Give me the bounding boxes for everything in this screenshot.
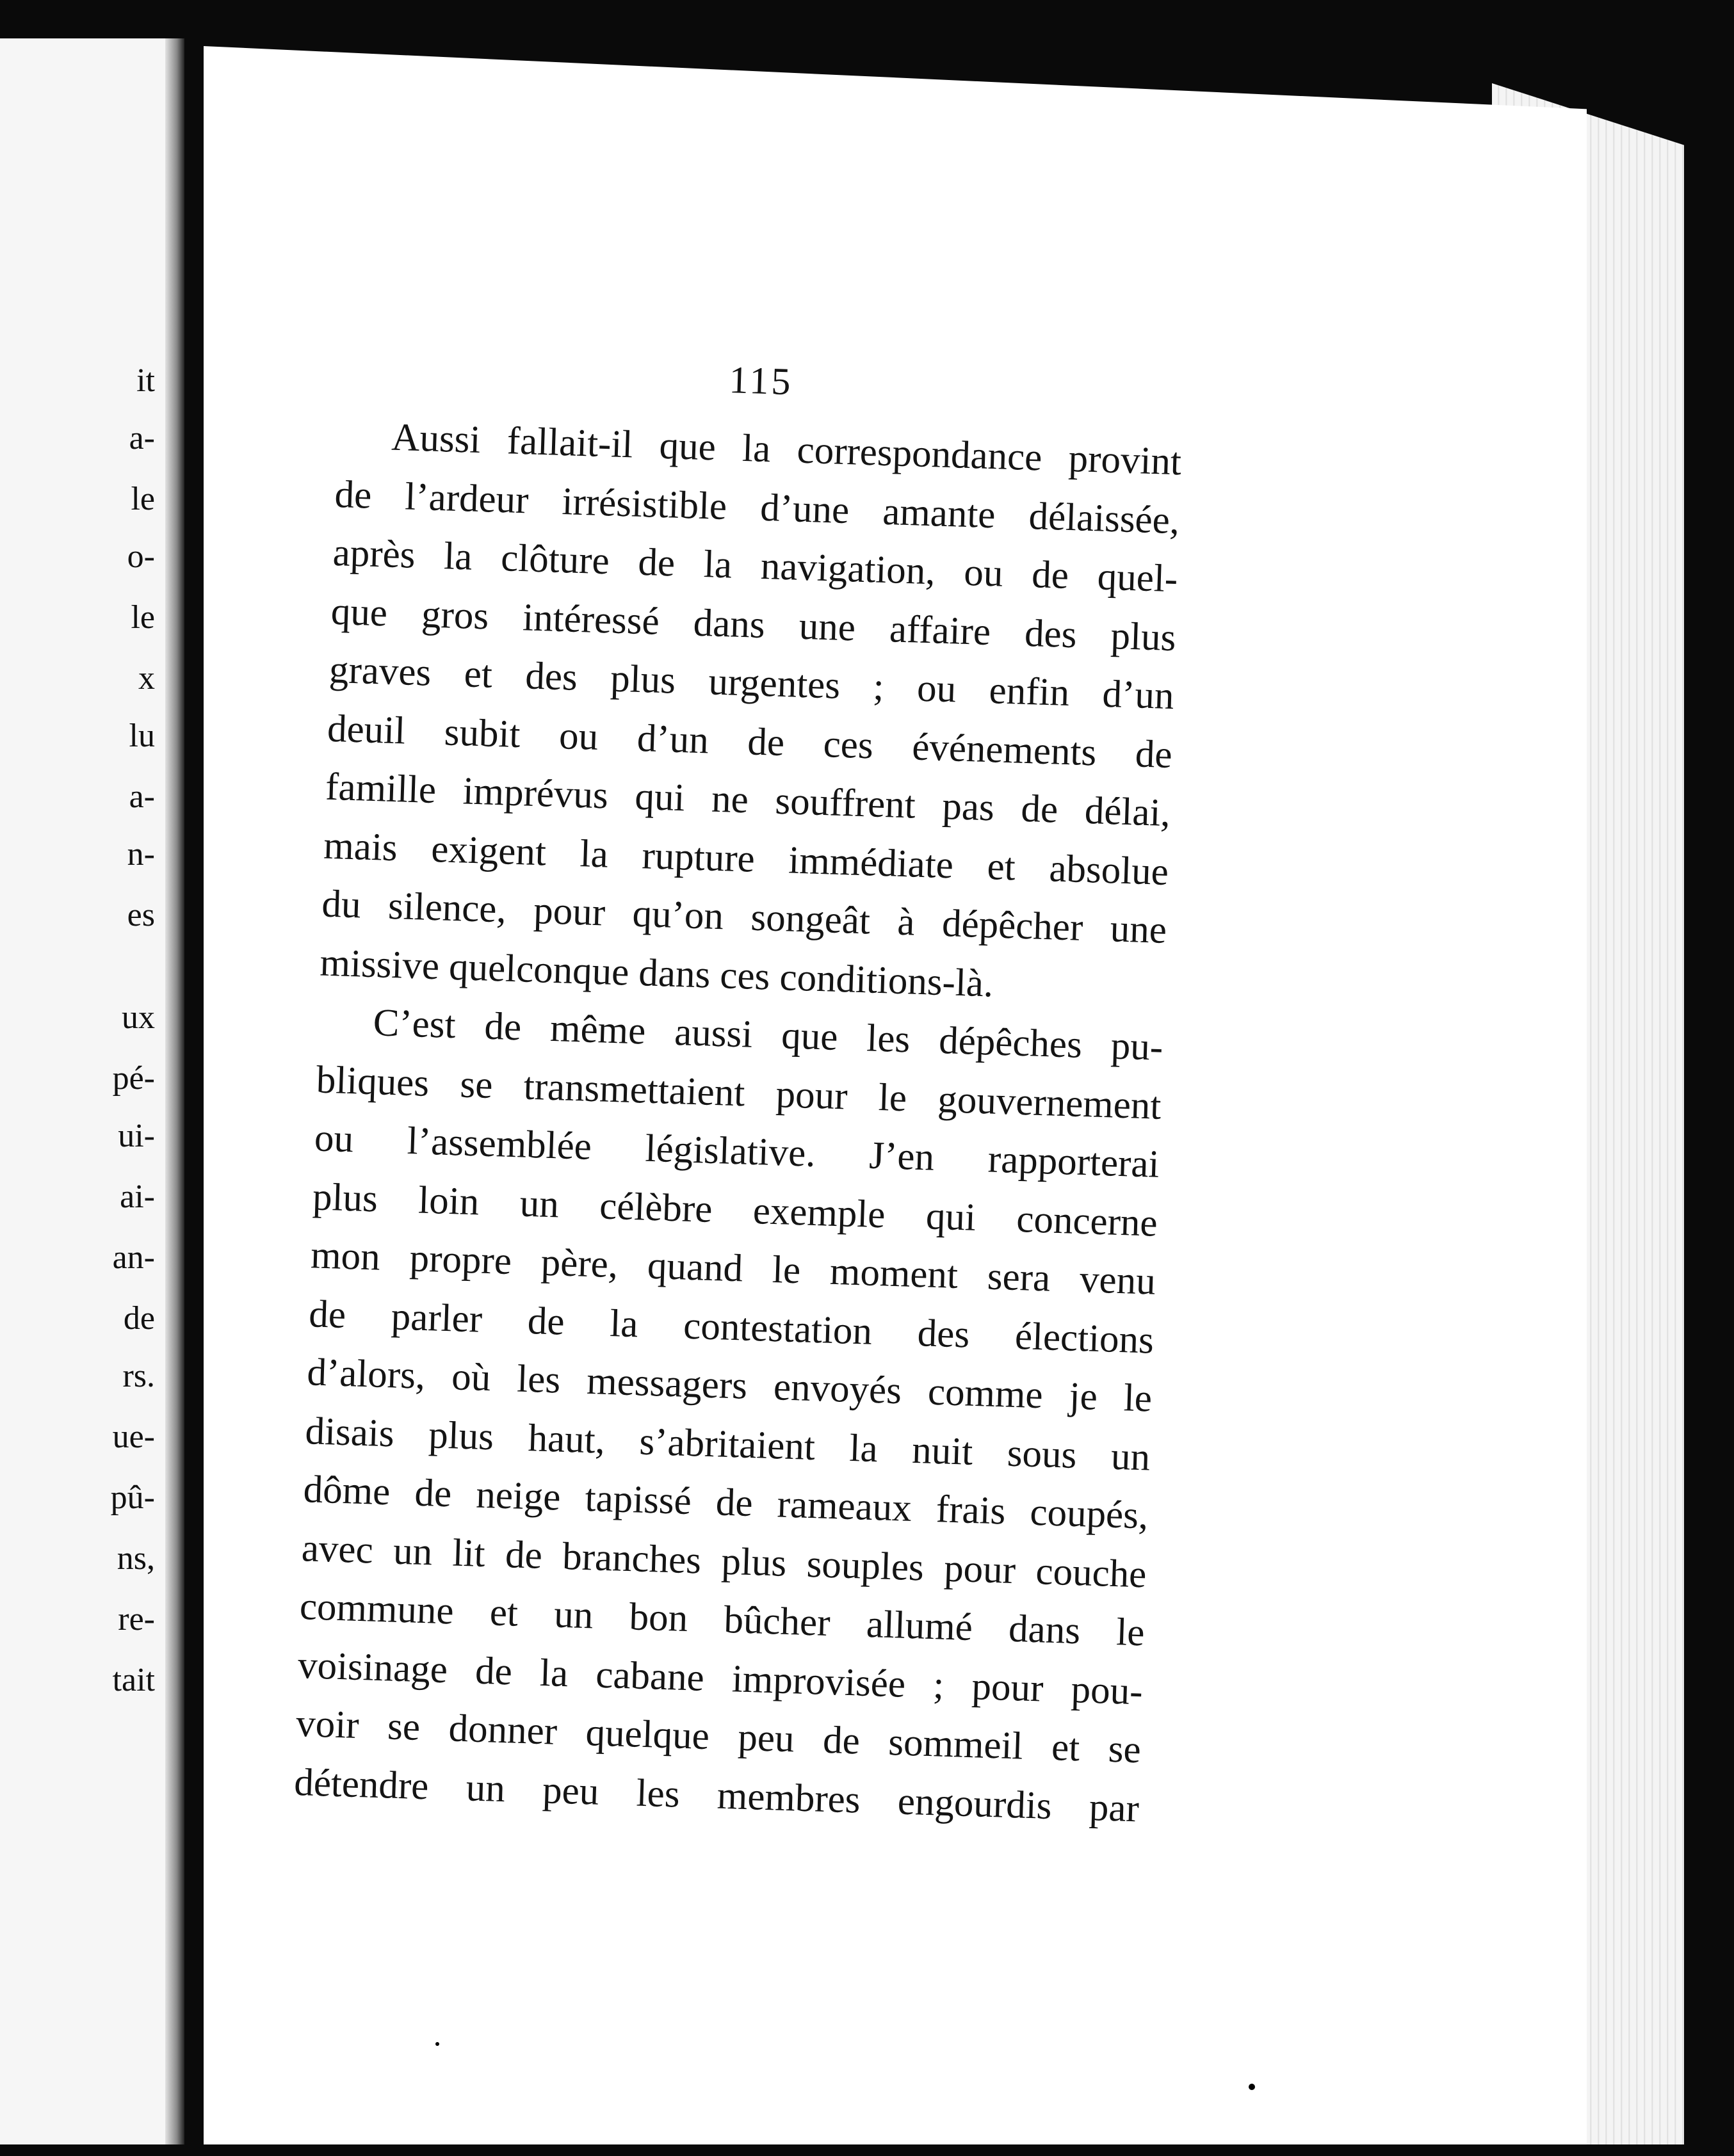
text-line: mon propre père, quand le moment sera venu	[310, 1234, 1156, 1303]
text-line: du silence, pour qu’on songeât à dépêcher une	[321, 882, 1167, 953]
previous-page-line-fragment: pé-	[112, 1060, 155, 1097]
text-line: voisinage de la cabane improvisée ; pour pou-	[297, 1643, 1144, 1713]
text-line: ou l’assemblée législative. J’en rapporterai	[314, 1116, 1160, 1186]
paragraph	[319, 406, 1182, 1018]
previous-page-line-fragment: o-	[127, 538, 155, 575]
text-line: plus loin un célèbre exemple qui concerne	[312, 1175, 1158, 1245]
page-text	[293, 346, 1184, 1838]
text-line: après la clôture de la navigation, ou de quel-	[332, 531, 1179, 601]
text-line: d’alors, où les messagers envoyés comme je le	[306, 1351, 1153, 1420]
text-line: C’est de même aussi que les dépêches pu-	[372, 1001, 1164, 1069]
text-line: missive quelconque dans ces conditions-là.	[319, 941, 994, 1006]
previous-page-line-fragment: n-	[127, 836, 155, 873]
text-line: voir se donner quelque peu de sommeil et se	[295, 1701, 1142, 1772]
text-line: famille imprévus qui ne souffrent pas de délai,	[325, 765, 1171, 835]
text-line: commune et un bon bûcher allumé dans le	[299, 1585, 1146, 1655]
previous-page-line-fragment: tait	[112, 1662, 155, 1698]
previous-page-line-fragment: rs.	[122, 1358, 155, 1394]
previous-page	[0, 38, 181, 2144]
text-line: avec un lit de branches plus souples pour couche	[300, 1526, 1147, 1597]
text-line: détendre un peu les membres engourdis par	[293, 1760, 1140, 1830]
previous-page-line-fragment: it	[136, 362, 155, 399]
previous-page-line-fragment: es	[127, 897, 155, 933]
text-line: deuil subit ou d’un de ces événements de	[327, 707, 1173, 776]
text-line: disais plus haut, s’abritaient la nuit sous un	[304, 1409, 1151, 1479]
text-line: que gros intéressé dans une affaire des plus	[330, 590, 1177, 659]
page-number: 115	[728, 358, 794, 403]
text-line: mais exigent la rupture immédiate et absolue	[323, 824, 1169, 894]
text-line: dôme de neige tapissé de rameaux frais coupés,	[302, 1468, 1149, 1538]
text-line: de parler de la contestation des élections	[308, 1292, 1155, 1362]
dust-speck	[435, 2042, 439, 2046]
previous-page-line-fragment: de	[123, 1300, 155, 1337]
previous-page-line-fragment: a-	[129, 778, 155, 815]
text-line: Aussi fallait-il que la correspondance provint	[391, 415, 1182, 484]
text-line: graves et des plus urgentes ; ou enfin d’un	[328, 648, 1175, 718]
previous-page-edge	[165, 38, 184, 2144]
previous-page-line-fragment: x	[138, 660, 155, 696]
previous-page-line-fragment: ue-	[112, 1419, 155, 1455]
text-line: bliques se transmettaient pour le gouvernement	[315, 1058, 1162, 1128]
previous-page-line-fragment: lu	[129, 718, 155, 754]
paragraphs	[293, 406, 1182, 1838]
previous-page-line-fragment: pû-	[110, 1479, 155, 1516]
previous-page-line-fragment: ux	[122, 999, 155, 1036]
text-line: de l’ardeur irrésistible d’une amante délaissée,	[334, 472, 1181, 542]
previous-page-line-fragment: re-	[118, 1601, 155, 1637]
previous-page-line-fragment: ns,	[117, 1540, 155, 1577]
previous-page-line-fragment: an-	[112, 1239, 155, 1276]
previous-page-line-fragment: le	[131, 599, 155, 636]
previous-page-line-fragment: le	[131, 481, 155, 517]
paragraph	[293, 992, 1164, 1838]
previous-page-line-fragment: ui-	[118, 1118, 155, 1154]
dust-speck	[1249, 2084, 1255, 2090]
previous-page-line-fragment: ai-	[120, 1179, 155, 1215]
previous-page-line-fragment: a-	[129, 420, 155, 456]
